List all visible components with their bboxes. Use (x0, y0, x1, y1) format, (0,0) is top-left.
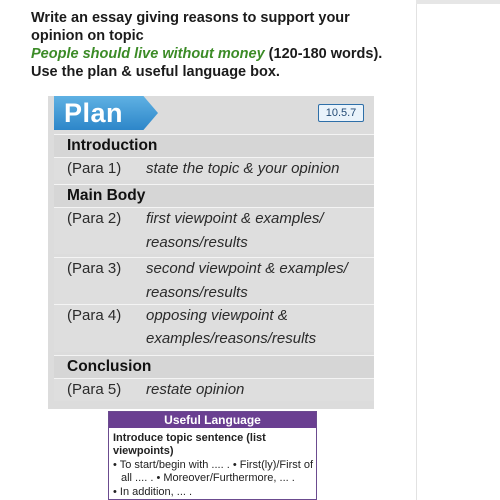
main-body-row (54, 184, 374, 207)
right-divider (416, 0, 417, 500)
instruction-line-4: Use the plan & useful language box. (31, 64, 280, 80)
ul-bullet-1b: all .... . • Moreover/Furthermore, ... . (121, 472, 295, 484)
para2-desc-1: first viewpoint & examples/ (146, 210, 324, 227)
essay-topic: People should live without money (31, 46, 265, 62)
para4-desc-1: opposing viewpoint & (146, 307, 288, 324)
instruction-topic-line (31, 45, 411, 63)
instructions (31, 9, 411, 81)
para2-label: (Para 2) (67, 210, 122, 227)
para2-desc-2: reasons/results (146, 234, 248, 251)
instruction-line-1: Write an essay giving reasons to support your (31, 10, 350, 26)
ul-bullet-2: • In addition, ... . (113, 486, 193, 498)
para3-desc-1: second viewpoint & examples/ (146, 260, 348, 277)
top-strip (416, 0, 500, 4)
para5-row (54, 378, 374, 401)
para1-desc: state the topic & your opinion (146, 160, 340, 177)
conclusion-heading: Conclusion (67, 358, 152, 375)
para4-label: (Para 4) (67, 307, 122, 324)
intro-row (54, 134, 374, 157)
ul-heading-1: Introduce topic sentence (list (113, 432, 266, 444)
para3-label: (Para 3) (67, 260, 122, 277)
useful-language-title: Useful Language (109, 412, 316, 428)
unit-badge: 10.5.7 (318, 104, 364, 122)
para4-desc-2: examples/reasons/results (146, 330, 317, 347)
instruction-line-2: opinion on topic (31, 28, 144, 44)
para3-desc-2: reasons/results (146, 284, 248, 301)
main-body-heading: Main Body (67, 187, 146, 204)
conclusion-row (54, 355, 374, 378)
plan-title: Plan (64, 98, 124, 128)
intro-heading: Introduction (67, 137, 158, 154)
ul-heading-2: viewpoints) (113, 445, 174, 457)
para1-row (54, 157, 374, 180)
ul-bullet-1: • To start/begin with .... . • First(ly)/First of (113, 459, 314, 471)
para2-row (54, 207, 374, 254)
para5-label: (Para 5) (67, 381, 122, 398)
para3-row (54, 257, 374, 304)
word-count: (120-180 words). (268, 46, 383, 62)
para4-row (54, 304, 374, 352)
para1-label: (Para 1) (67, 160, 122, 177)
para5-desc: restate opinion (146, 381, 245, 398)
